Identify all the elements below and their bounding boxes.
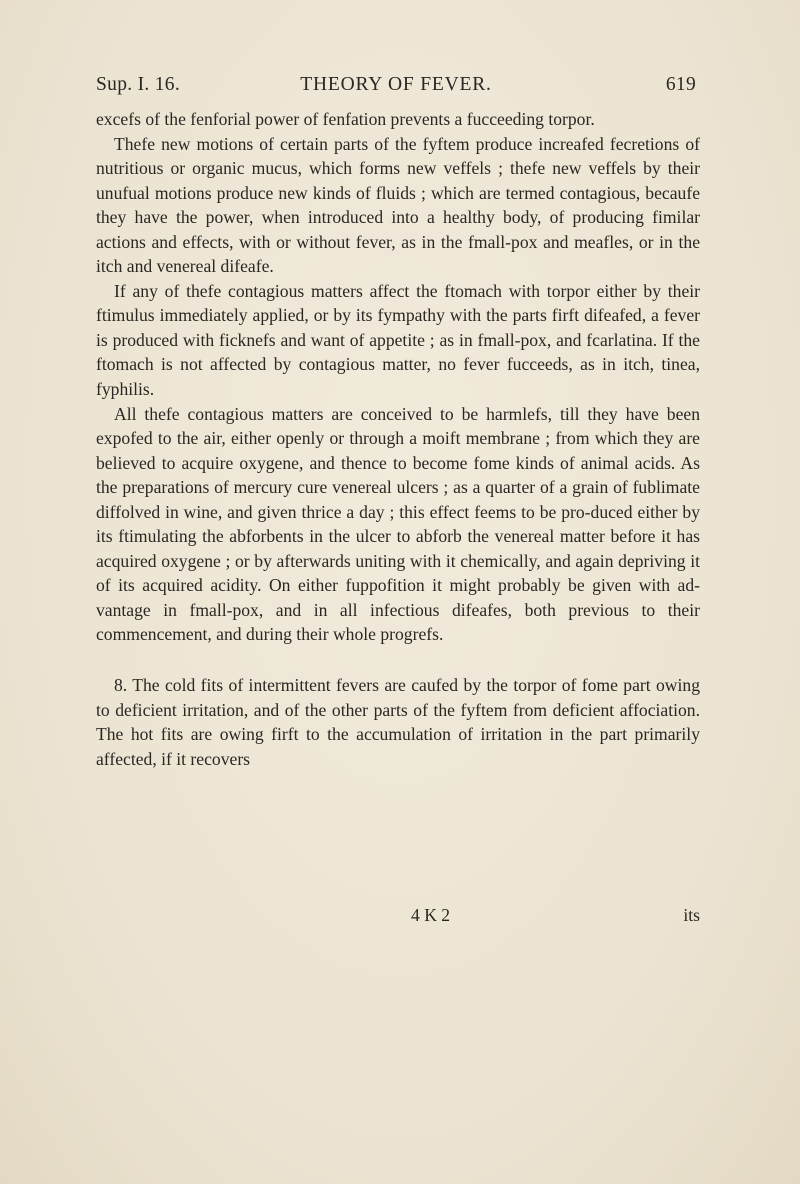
page-footer — [96, 905, 700, 931]
paragraph-4: All thefe contagious matters are conceived to be harmlefs, till they have been expofed to the air, either openly or through a moift membrane ; from which they are believed to acquire oxygene, and thence to become fome kinds of animal acids. As the preparations of mercury cure venereal ulcers ; as a quarter of a grain of fublimate diffolved in wine, and given thrice a day ; this effect feems to be pro-duced either by its ftimulating the abforbents in the ulcer to abforb the venereal matter before it has acquired oxygene ; or by afterwards uniting with it chemically, and again depriving it of its acquired acidity. On either fuppofition it might probably be given with ad-vantage in fmall-pox, and in all infectious difeafes, both previous to their commencement, and during their whole progrefs. — [96, 403, 700, 645]
signature-mark: 4 K 2 — [411, 905, 451, 925]
section-gap — [96, 647, 700, 673]
paragraph-5: 8. The cold fits of intermittent fevers are caufed by the torpor of fome part owing to deficient irritation, and of the other parts of the fyftem from deficient affociation. The hot fits are owing firft to the accumulation of irritation in the part primarily affected, if it recovers — [96, 675, 700, 769]
page-number: 619 — [665, 74, 696, 95]
header-section-ref: Sup. I. 16. — [96, 74, 181, 95]
header-title: THEORY OF FEVER. — [300, 74, 492, 95]
catchword: its — [683, 905, 700, 925]
body-text — [96, 107, 700, 771]
paragraph-1: excefs of the fenforial power of fenfation prevents a fucceeding torpor. — [96, 109, 595, 129]
paragraph-2: Thefe new motions of certain parts of the fyftem produce increafed fecretions of nutritious or organic mucus, which forms new veffels ; thefe new veffels by their unufual motions produce new kinds of fluids ; which are termed contagious, becaufe they have the power, when introduced into a healthy body, of producing fimilar actions and effects, with or without fever, as in the fmall-pox and meafles, or in the itch and venereal difeafe. — [96, 133, 700, 277]
running-header — [96, 74, 696, 104]
paragraph-3: If any of thefe contagious matters affect the ftomach with torpor either by their ftimulus immediately applied, or by its fympathy with the parts firft difeafed, a fever is produced with ficknefs and want of appetite ; as in fmall-pox, and fcarlatina. If the ftomach is not affected by contagious matter, no fever fucceeds, as in itch, tinea, fyphilis. — [96, 280, 700, 400]
